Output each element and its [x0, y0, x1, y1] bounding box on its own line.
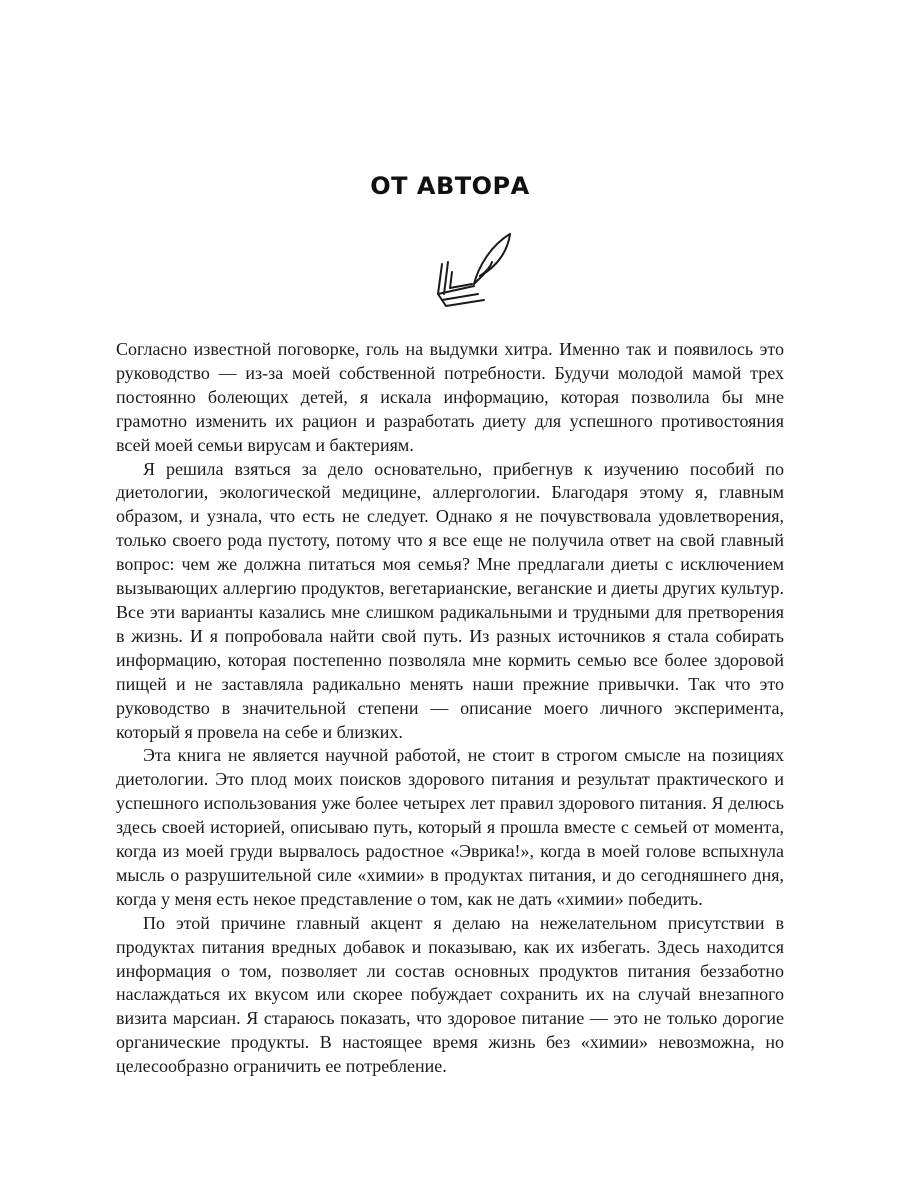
- paragraph-1: Согласно известной поговорке, голь на выдумки хитра. Именно так и появилось это руководство — из-за моей собственной потребности. Будучи молодой мамой трех постоянно болеющих детей, я искала информацию, которая позволила бы мне грамотно изменить их рацион и разработать диету для успешного противостояния всей моей семьи вирусам и бактериям.: [116, 339, 784, 455]
- page-title: ОТ АВТОРА: [370, 172, 530, 200]
- paragraph-4: По этой причине главный акцент я делаю на нежелательном присутствии в продуктах питания вредных добавок и показываю, как их избегать. Здесь находится информация о том, позволяет ли состав основных продуктов питания беззаботно наслаждаться их вкусом или скорее побуждает сохранить их на случай внезапного визита марсиан. Я стараюсь показать, что здоровое питание — это не только дорогие органические продукты. В настоящее время жизнь без «химии» невозможна, но целесообразно ограничить ее потребление.: [116, 912, 784, 1077]
- book-and-quill-icon: [428, 228, 516, 310]
- paragraph-2: Я решила взяться за дело основательно, прибегнув к изучению пособий по диетологии, экологической медицине, аллергологии. Благодаря этому я, главным образом, и узнала, что есть не следует. Однако я не почувствовала удовлетворения, только своего рода пустоту, потому что я все еще не получила ответ на свой главный вопрос: чем же должна питаться моя семья? Мне предлагали диеты с исключением вызывающих аллергию продуктов, вегетарианские, веганские и диеты других культур. Все эти варианты казались мне слишком радикальными и трудными для претворения в жизнь. И я попробовала найти свой путь. Из разных источников я стала собирать информацию, которая постепенно позволяла мне кормить семью все более здоровой пищей и не заставляла радикально менять наши прежние привычки. Так что это руководство в значительной степени — описание моего личного эксперимента, который я провела на себе и близких.: [116, 458, 784, 742]
- body-text: [116, 338, 784, 1079]
- paragraph-3: Эта книга не является научной работой, не стоит в строгом смысле на позициях диетологии. Это плод моих поисков здорового питания и результат практического и успешного использования уже более четырех лет правил здорового питания. Я делюсь здесь своей историей, описываю путь, который я прошла вместе с семьей от момента, когда из моей груди вырвалось радостное «Эврика!», когда в моей голове вспыхнула мысль о разрушительной силе «химии» в продуктах питания, и до сегодняшнего дня, когда у меня есть некое представление о том, как не дать «химии» победить.: [116, 745, 784, 909]
